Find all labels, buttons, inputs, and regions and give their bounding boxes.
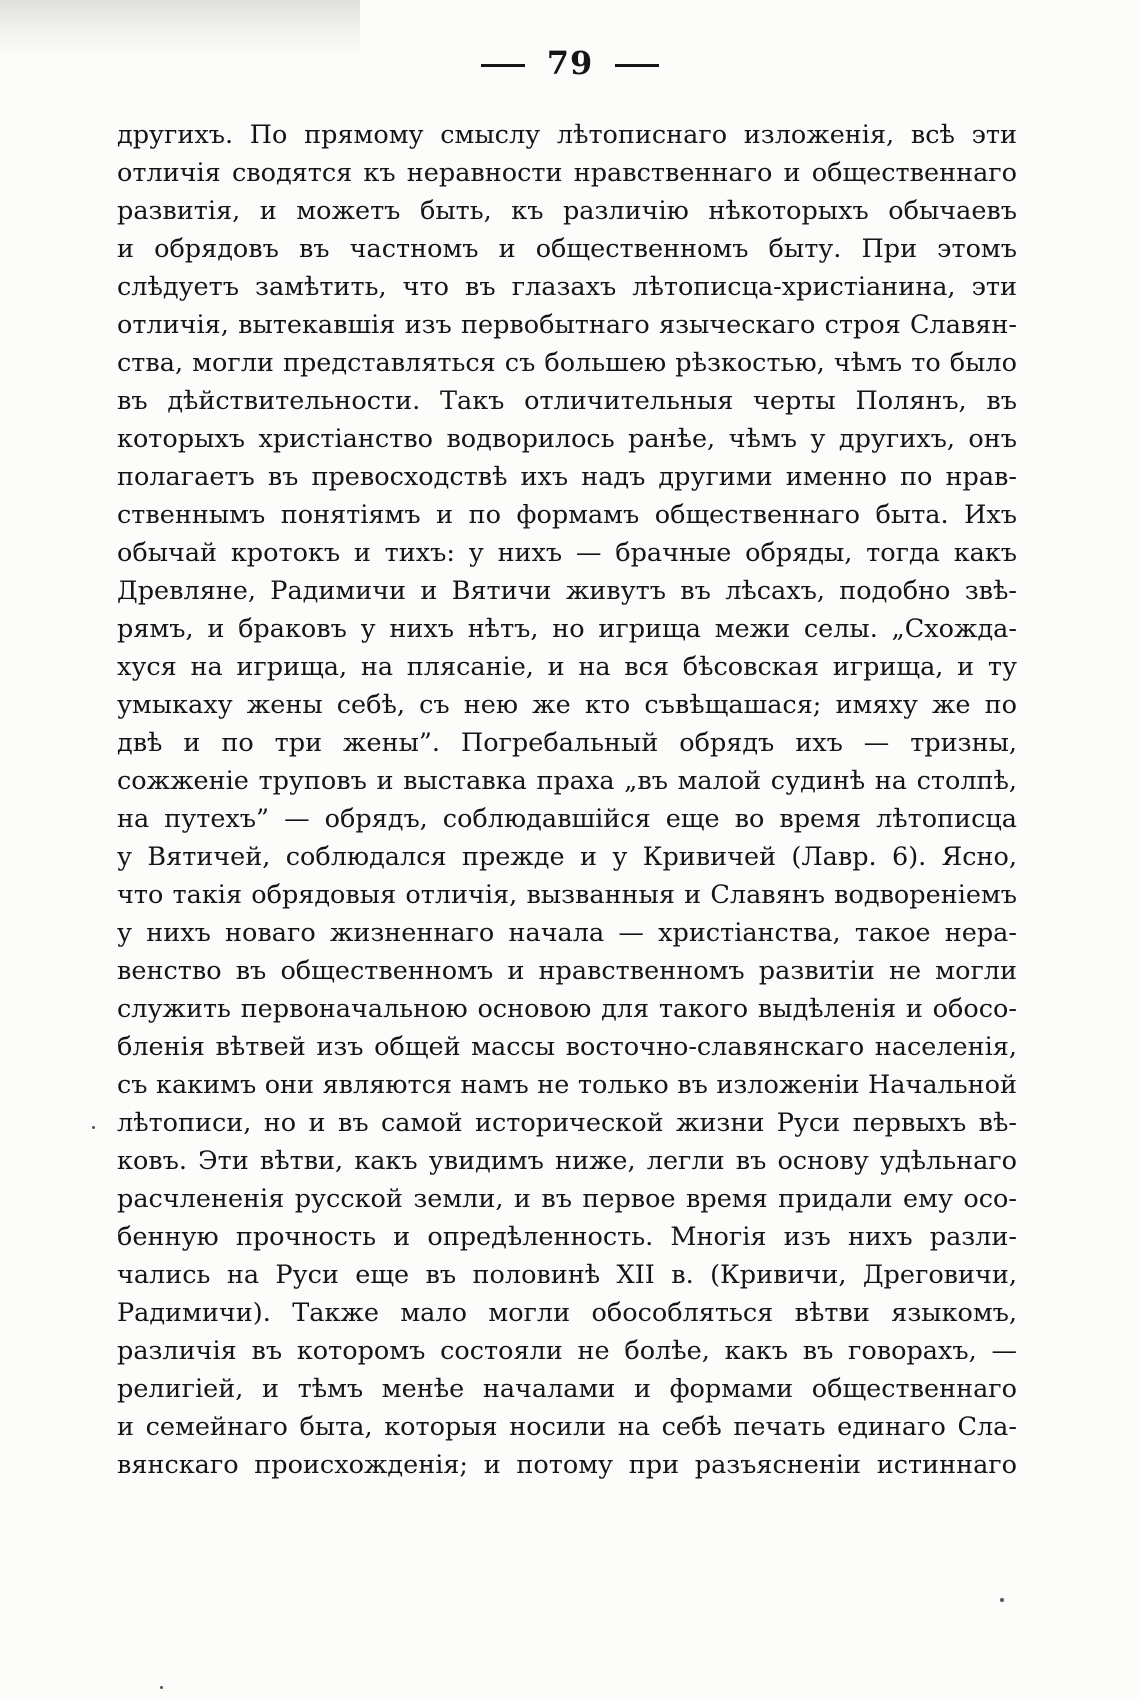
text-line: полагаетъ въ превосходствѣ ихъ надъ другими именно по нрав-	[117, 462, 1017, 492]
text-line: отличія, вытекавшія изъ первобытнаго языческаго строя Славян-	[117, 310, 1017, 340]
text-line: у Вятичей, соблюдался прежде и у Кривичей (Лавр. 6). Ясно,	[117, 842, 1017, 872]
text-line: развитія, и можетъ быть, къ различію нѣкоторыхъ обычаевъ	[117, 196, 1017, 226]
body-text	[117, 116, 1017, 1484]
text-line: которыхъ христіанство водворилось ранѣе, чѣмъ у другихъ, онъ	[117, 424, 1017, 454]
text-line: и обрядовъ въ частномъ и общественномъ быту. При этомъ	[117, 234, 1017, 264]
text-line: отличія сводятся къ неравности нравственнаго и общественнаго	[117, 158, 1017, 188]
text-line: ства, могли представляться съ большею рѣзкостью, чѣмъ то было	[117, 348, 1017, 378]
text-line: умыкаху жены себѣ, съ нею же кто съвѣщашася; имяху же по	[117, 690, 1017, 720]
text-line: чались на Руси еще въ половинѣ XII в. (Кривичи, Дреговичи,	[117, 1260, 1017, 1290]
text-line: рямъ, и браковъ у нихъ нѣтъ, но игрища межи селы. „Схожда-	[117, 614, 1017, 644]
page-number: 79	[546, 44, 594, 82]
text-line: на путехъ” — обрядъ, соблюдавшійся еще во время лѣтописца	[117, 804, 1017, 834]
text-line: расчлененія русской земли, и въ первое время придали ему осо-	[117, 1184, 1017, 1214]
text-line: двѣ и по три жены”. Погребальный обрядъ ихъ — тризны,	[117, 728, 1017, 758]
text-line: ственнымъ понятіямъ и по формамъ общественнаго быта. Ихъ	[117, 500, 1017, 530]
text-line: у нихъ новаго жизненнаго начала — христіанства, такое нера-	[117, 918, 1017, 948]
text-line: сожженіе труповъ и выставка праха „въ малой судинѣ на столпѣ,	[117, 766, 1017, 796]
scan-speck	[92, 1126, 95, 1129]
text-line: служить первоначальною основою для такого выдѣленія и обосо-	[117, 994, 1017, 1024]
text-line: Древляне, Радимичи и Вятичи живутъ въ лѣсахъ, подобно звѣ-	[117, 576, 1017, 606]
scan-speck	[160, 1686, 163, 1689]
text-line: въ дѣйствительности. Такъ отличительныя черты Полянъ, въ	[117, 386, 1017, 416]
text-line: хуся на игрища, на плясаніе, и на вся бѣсовская игрища, и ту	[117, 652, 1017, 682]
text-line: бленія вѣтвей изъ общей массы восточно-славянскаго населенія,	[117, 1032, 1017, 1062]
text-line: Радимичи). Также мало могли обособляться вѣтви языкомъ,	[117, 1298, 1017, 1328]
text-line: слѣдуетъ замѣтить, что въ глазахъ лѣтописца-христіанина, эти	[117, 272, 1017, 302]
text-line: что такія обрядовыя отличія, вызванныя и Славянъ водвореніемъ	[117, 880, 1017, 910]
text-line: религіей, и тѣмъ менѣе началами и формами общественнаго	[117, 1374, 1017, 1404]
text-line: лѣтописи, но и въ самой исторической жизни Руси первыхъ вѣ-	[117, 1108, 1017, 1138]
page-number-header	[0, 44, 1140, 82]
text-line: обычай кротокъ и тихъ: у нихъ — брачные обряды, тогда какъ	[117, 538, 1017, 568]
left-dash	[481, 64, 525, 67]
text-line: съ какимъ они являются намъ не только въ изложеніи Начальной	[117, 1070, 1017, 1100]
text-line: вянскаго происхожденія; и потому при разъясненіи истиннаго	[117, 1450, 1017, 1480]
text-line: венство въ общественномъ и нравственномъ развитіи не могли	[117, 956, 1017, 986]
text-line: бенную прочность и опредѣленность. Многія изъ нихъ разли-	[117, 1222, 1017, 1252]
right-dash	[615, 64, 659, 67]
text-line: и семейнаго быта, которыя носили на себѣ печать единаго Сла-	[117, 1412, 1017, 1442]
scan-speck	[1000, 1598, 1004, 1602]
text-line: другихъ. По прямому смыслу лѣтописнаго изложенія, всѣ эти	[117, 120, 1017, 150]
text-line: ковъ. Эти вѣтви, какъ увидимъ ниже, легли въ основу удѣльнаго	[117, 1146, 1017, 1176]
text-line: различія въ которомъ состояли не болѣе, какъ въ говорахъ, —	[117, 1336, 1017, 1366]
